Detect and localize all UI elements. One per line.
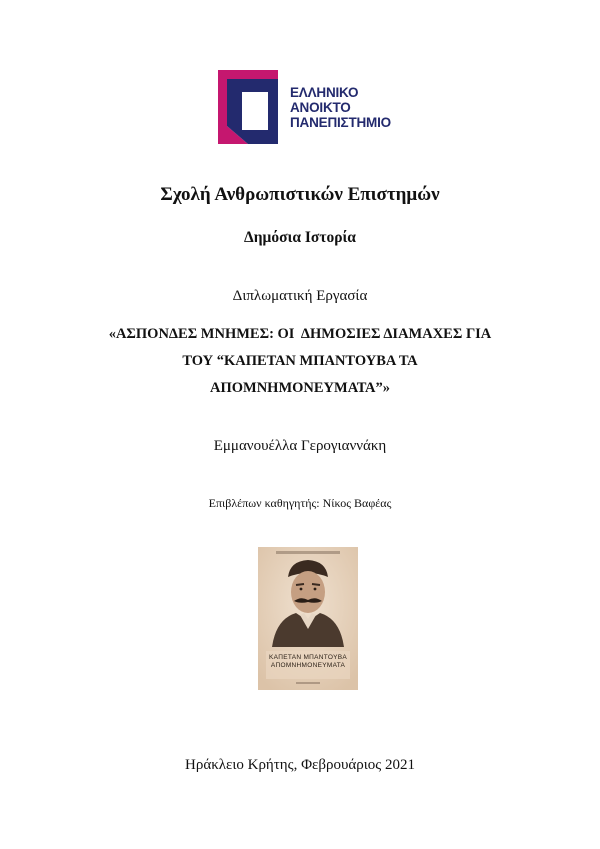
author-name: Εμμανουέλλα Γερογιαννάκη xyxy=(213,438,387,454)
thesis-title-line: «ΑΣΠΟΝΔΕΣ ΜΝΗΜΕΣ: ΟΙ ΔΗΜΟΣΙΕΣ ΔΙΑΜΑΧΕΣ ΓΙΑ xyxy=(108,326,492,342)
thesis-type: Διπλωματική Εργασία xyxy=(232,288,368,304)
place-and-date: Ηράκλειο Κρήτης, Φεβρουάριος 2021 xyxy=(185,757,415,773)
thesis-title-line: ΑΠΟΜΝΗΜΟΝΕΥΜΑΤΑ”» xyxy=(209,380,391,396)
thesis-title-line: ΤΟΥ “ΚΑΠΕΤΑΝ ΜΠΑΝΤΟΥΒΑ ΤΑ xyxy=(182,353,418,369)
logo-line-1: ΕΛΛΗΝΙΚΟ xyxy=(290,85,359,100)
cover-footer-strip xyxy=(296,682,320,684)
portrait-face xyxy=(291,571,325,613)
supervisor: Επιβλέπων καθηγητής: Νίκος Βαφέας xyxy=(208,496,392,510)
portrait-eye-right xyxy=(314,588,317,591)
logo-line-3: ΠΑΝΕΠΙΣΤΗΜΙΟ xyxy=(290,115,391,130)
school-name: Σχολή Ανθρωπιστικών Επιστημών xyxy=(160,184,440,205)
cover-line: ΚΑΠΕΤΑΝ ΜΠΑΝΤΟΥΒΑ xyxy=(269,654,347,661)
logo-line-2: ΑΝΟΙΚΤΟ xyxy=(290,100,351,115)
program-name: Δημόσια Ιστορία xyxy=(244,229,356,246)
portrait-eye-left xyxy=(300,588,303,591)
cover-header-strip xyxy=(276,551,340,554)
university-logo-text xyxy=(290,85,391,130)
book-cover-title xyxy=(258,654,358,670)
thesis-title xyxy=(70,321,530,402)
cover-line: ΑΠΟΜΝΗΜΟΝΕΥΜΑΤΑ xyxy=(270,662,346,669)
